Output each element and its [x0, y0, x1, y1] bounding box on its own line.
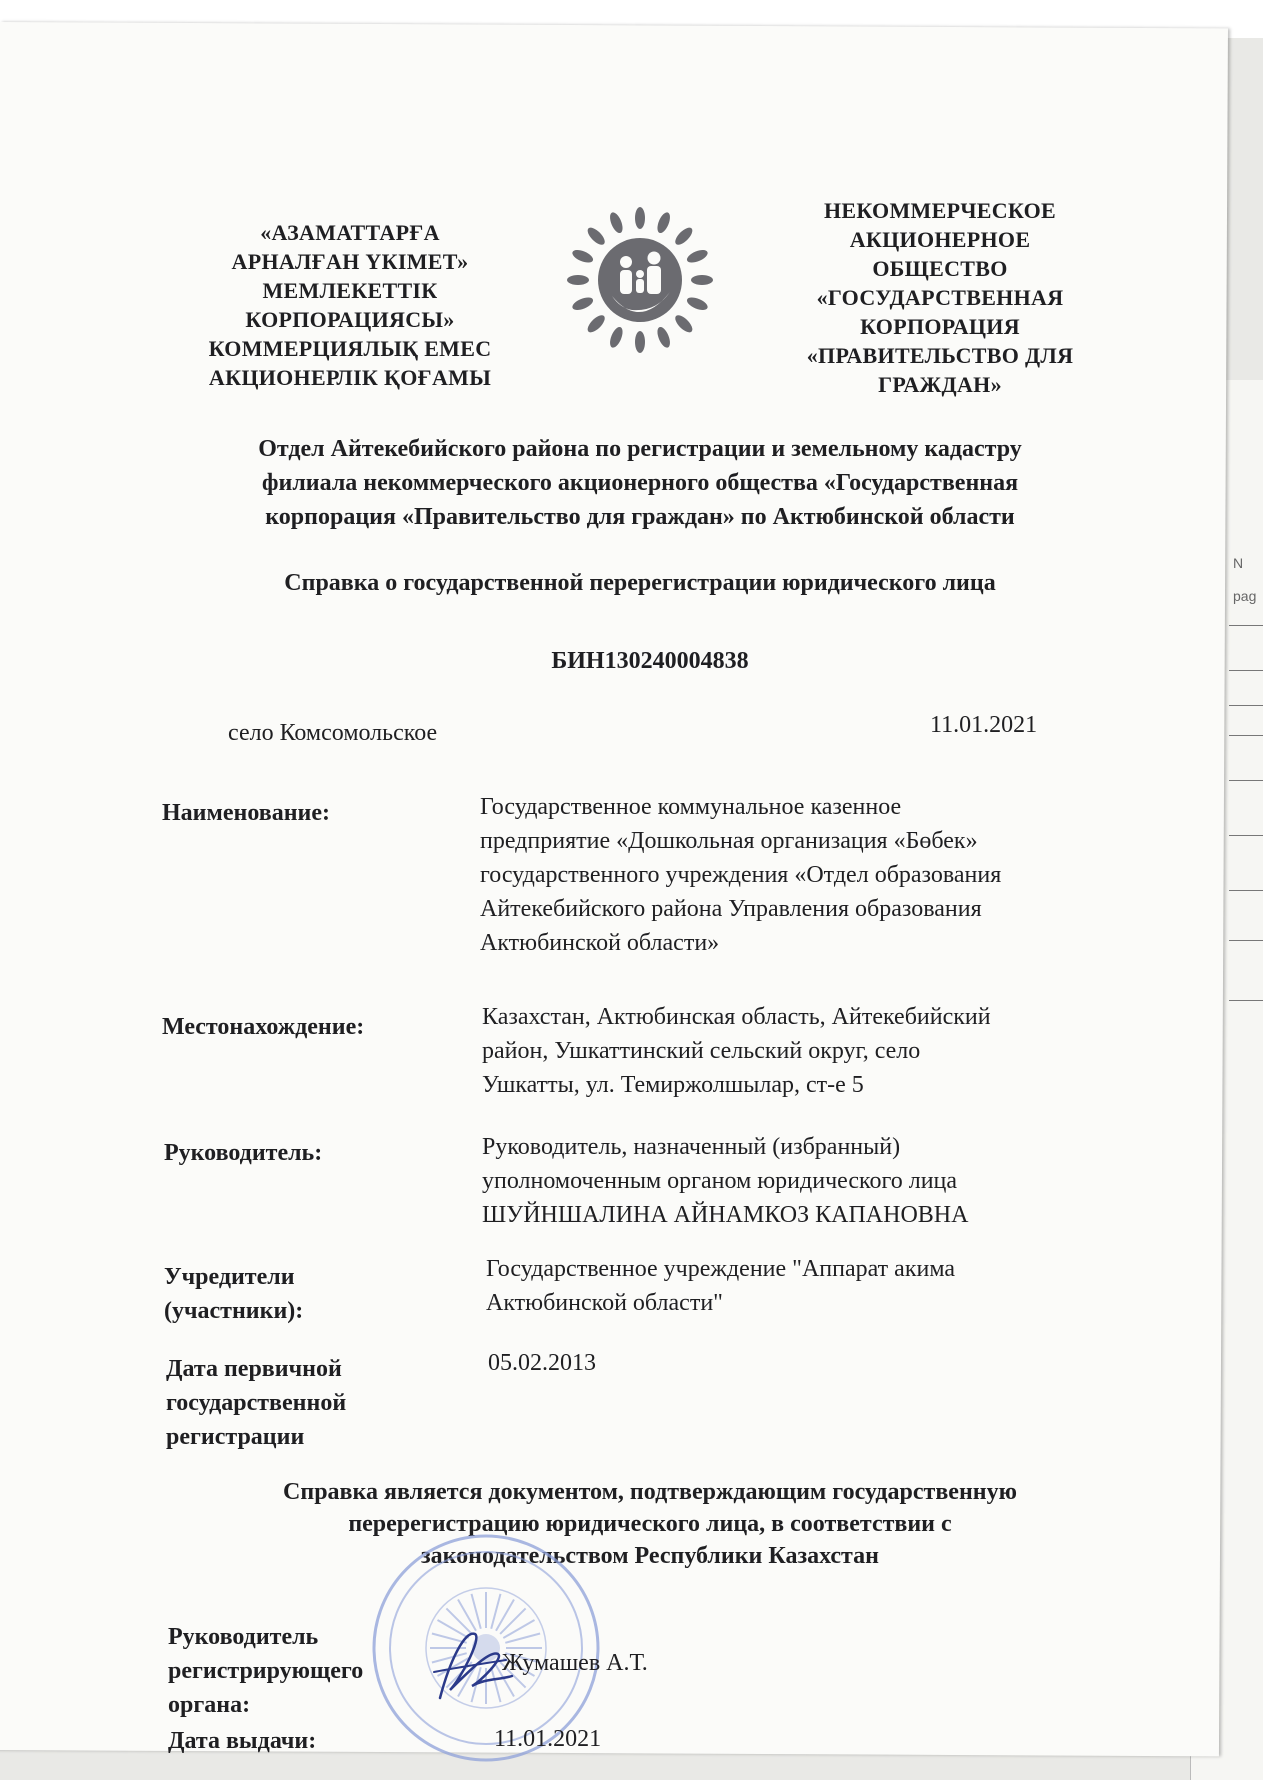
value-line: ШУЙНШАЛИНА АЙНАМКОЗ КАПАНОВНА: [482, 1202, 969, 1228]
header-kz-line: КОРПОРАЦИЯСЫ»: [245, 307, 455, 332]
field-label-name: Наименование:: [162, 800, 330, 826]
closing-statement: [170, 1476, 1130, 1572]
label-line: регистрирующего: [168, 1658, 364, 1684]
value-line: Государственное коммунальное казенное: [480, 794, 902, 820]
underlying-rule: [1229, 705, 1263, 706]
underlying-rule: [1229, 835, 1263, 836]
issue-place: село Комсомольское: [228, 720, 438, 746]
issue-date-value: 11.01.2021: [494, 1726, 602, 1752]
underlying-fragment: N: [1233, 555, 1244, 571]
value-line: Государственное учреждение "Аппарат акима: [486, 1256, 955, 1282]
field-value-location: [482, 1000, 991, 1102]
field-value-founders: [486, 1252, 955, 1320]
field-label-location: Местонахождение:: [162, 1014, 365, 1040]
field-value-head: [482, 1130, 968, 1232]
header-ru-line: «ПРАВИТЕЛЬСТВО ДЛЯ: [806, 343, 1074, 368]
label-line: Дата первичной: [166, 1356, 342, 1382]
header-kz-line: «АЗАМАТТАРҒА: [260, 220, 440, 245]
underlying-rule: [1229, 940, 1263, 941]
value-line: предприятие «Дошкольная организация «Бөбек»: [480, 828, 978, 854]
department-heading: [160, 432, 1120, 534]
underlying-rule: [1229, 1000, 1263, 1001]
header-kz-line: МЕМЛЕКЕТТІК: [262, 278, 438, 303]
label-line: Учредители: [164, 1264, 295, 1290]
department-line: корпорация «Правительство для граждан» по Актюбинской области: [265, 504, 1015, 530]
header-ru-line: КОРПОРАЦИЯ: [860, 314, 1020, 339]
document-title: Справка о государственной перерегистрации юридического лица: [284, 570, 996, 596]
field-label-head: Руководитель:: [164, 1140, 323, 1166]
label-line: регистрации: [166, 1424, 305, 1450]
header-ru-line: ГРАЖДАН»: [878, 372, 1002, 397]
underlying-rule: [1229, 890, 1263, 891]
field-value-name: [480, 790, 1001, 960]
closing-line: Справка является документом, подтверждающим государственную: [283, 1479, 1017, 1505]
header-kz-line: АРНАЛҒАН ҮКІМЕТ»: [231, 249, 469, 274]
value-line: Ушкатты, ул. Темиржолшылар, ст-е 5: [482, 1072, 864, 1098]
sun-family-emblem-icon: [560, 200, 720, 360]
header-russian-org: [780, 196, 1100, 399]
value-line: Актюбинской области»: [480, 930, 720, 956]
value-line: Актюбинской области": [486, 1290, 723, 1316]
header-kazakh-org: [170, 218, 530, 392]
value-line: Айтекебийского района Управления образования: [480, 896, 982, 922]
label-line: государственной: [166, 1390, 347, 1416]
header-kz-line: АКЦИОНЕРЛІК ҚОҒАМЫ: [208, 365, 492, 390]
label-line: (участники):: [164, 1298, 304, 1324]
value-line: уполномоченным органом юридического лица: [482, 1168, 958, 1194]
closing-line: перерегистрацию юридического лица, в соответствии с: [348, 1511, 952, 1537]
field-label-founders: [164, 1260, 303, 1328]
header-kz-line: КОММЕРЦИЯЛЫҚ ЕМЕС: [208, 336, 492, 361]
underlying-rule: [1229, 670, 1263, 671]
issue-date-label: Дата выдачи:: [168, 1728, 317, 1754]
department-line: филиала некоммерческого акционерного общества «Государственная: [261, 470, 1019, 496]
issue-date-top: 11.01.2021: [930, 712, 1038, 738]
header-ru-line: ОБЩЕСТВО: [872, 256, 1008, 281]
signatory-name: Жумашев А.Т.: [502, 1650, 648, 1676]
underlying-fragment: pag: [1233, 588, 1257, 604]
field-value-first-registration: 05.02.2013: [488, 1350, 596, 1376]
department-line: Отдел Айтекебийского района по регистрации и земельному кадастру: [258, 436, 1022, 462]
header-ru-line: НЕКОММЕРЧЕСКОЕ: [823, 198, 1057, 223]
signatory-label: [168, 1620, 363, 1722]
bin-number: БИН130240004838: [551, 648, 749, 674]
value-line: государственного учреждения «Отдел образования: [480, 862, 1002, 888]
label-line: Руководитель: [168, 1624, 319, 1650]
underlying-rule: [1229, 780, 1263, 781]
header-ru-line: АКЦИОНЕРНОЕ: [849, 227, 1031, 252]
field-label-first-registration: [166, 1352, 346, 1454]
underlying-rule: [1229, 735, 1263, 736]
closing-line: законодательством Республики Казахстан: [421, 1543, 879, 1569]
underlying-rule: [1229, 625, 1263, 626]
value-line: Казахстан, Актюбинская область, Айтекебийский: [482, 1004, 991, 1030]
header-ru-line: «ГОСУДАРСТВЕННАЯ: [816, 285, 1064, 310]
value-line: Руководитель, назначенный (избранный): [482, 1134, 901, 1160]
label-line: органа:: [168, 1692, 251, 1718]
value-line: район, Ушкаттинский сельский округ, село: [482, 1038, 921, 1064]
